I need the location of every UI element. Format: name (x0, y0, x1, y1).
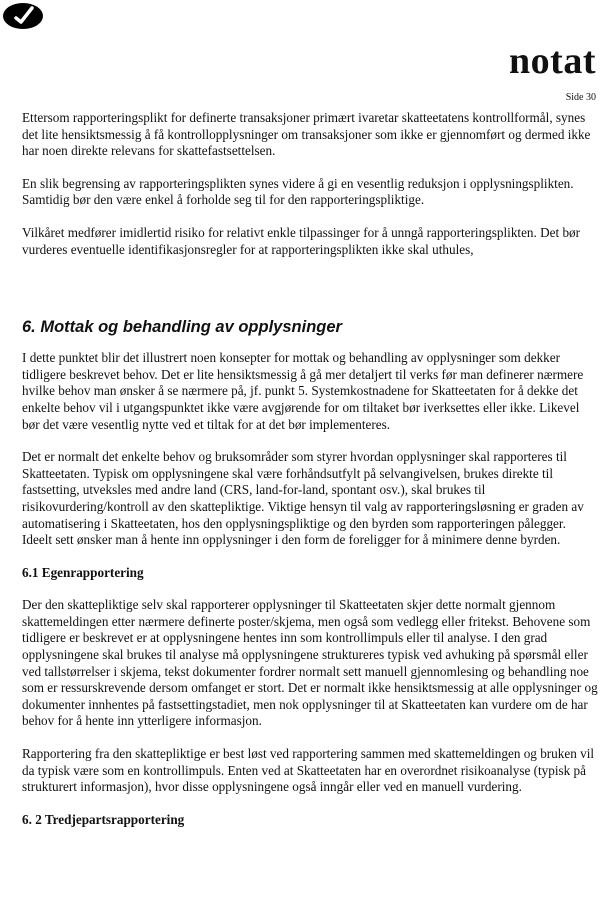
section-heading: 6. Mottak og behandling av opplysninger (22, 318, 342, 337)
page-number: Side 30 (565, 92, 596, 103)
paragraph: Vilkåret medfører imidlertid risiko for relativt enkle tilpassinger for å unngå rapporteringsplikten. Det bør vurderes eventuelle identifikasjonsregler for at rapporteringsplikten ikke skal uthules, (22, 224, 581, 257)
paragraph: Der den skattepliktige selv skal rapporterer opplysninger til Skatteetaten skjer dette normalt gjennom skattemeldingen etter nærmere definerte poster/skjema, men også som vedlegg eller fritekst. Behovene som tidligere er beskrevet er at opplysningene hentes inn som kontrollimpuls eller til analyse. I den grad opplysningene skal brukes til analyse må opplysningene struktureres typisk ved avhuking på spørsmål eller ved tallstørrelser i skjema, tekst dokumenter fordrer normalt sett manuell gjennomlesing og behandling noe som er ressurskrevende dersom omfanget er stort. Det er normalt ikke hensiktsmessig at alle opplysninger og dokumenter innhentes på fastsettingstadiet, men nok opplysninger til at Skatteetaten kan vurdere om de har behov for å hente inn ytterligere informasjon. (22, 597, 598, 729)
paragraph: Det er normalt det enkelte behov og bruksområder som styrer hvordan opplysninger skal rapporteres til Skatteetaten. Typisk om opplysningene skal være forhåndsutfylt på selvangivelsen, brukes direkte til fastsetting, utveksles med andre land (CRS, land-for-land, spontant osv.), skal brukes til risikovurdering/kontroll av den skattepliktige. Viktige hensyn til valg av rapporteringsløsning er graden av automatisering i Skatteetaten, hos den opplysningspliktige og den byrden som rapporteringen pålegger. Ideelt sett ønsker man å hente inn opplysninger i den form de foreligger for å minimere denne byrden. (22, 449, 584, 548)
subsection-heading: 6.1 Egenrapportering (22, 564, 144, 580)
agency-logo (2, 0, 44, 30)
paragraph: I dette punktet blir det illustrert noen konsepter for mottak og behandling av opplysninger som dekker tidligere beskrevet behov. Det er lite hensiktsmessig å gå mer detaljert til verks før man definerer nærmere hvilke behov man ønsker å se nærmere på, jf. punkt 5. Systemkostnadene for Skatteetaten for å dekke det enkelte behov vil i utgangspunktet ikke være avgjørende for om tiltaket bør iverksettes eller ikke. Likevel bør det være vesentlig nytte ved et tiltak for at det bør implementeres. (22, 350, 584, 432)
paragraph: Rapportering fra den skattepliktige er best løst ved rapportering sammen med skattemeldingen og bruken vil da typisk være som en kontrollimpuls. Enten ved at Skatteetaten har en overordnet risikoanalyse (typisk på strukturert informasjon), hvor disse opplysningene også inngår eller ved en manuell vurdering. (22, 746, 595, 795)
paragraph: Ettersom rapporteringsplikt for definerte transaksjoner primært ivaretar skatteetatens kontrollformål, synes det lite hensiktsmessig å få kontrollopplysninger om transaksjoner som ikke er gjennomført og dermed ikke har noen direkte relevans for skattefastsettelsen. (22, 110, 591, 159)
paragraph: En slik begrensing av rapporteringsplikten synes videre å gi en vesentlig reduksjon i opplysningsplikten. Samtidig bør den være enkel å forholde seg til for den rapporteringspliktige. (22, 175, 574, 208)
subsection-heading: 6. 2 Tredjepartsrapportering (22, 811, 185, 827)
document-type-title: notat (509, 40, 596, 82)
document-body (22, 110, 598, 828)
